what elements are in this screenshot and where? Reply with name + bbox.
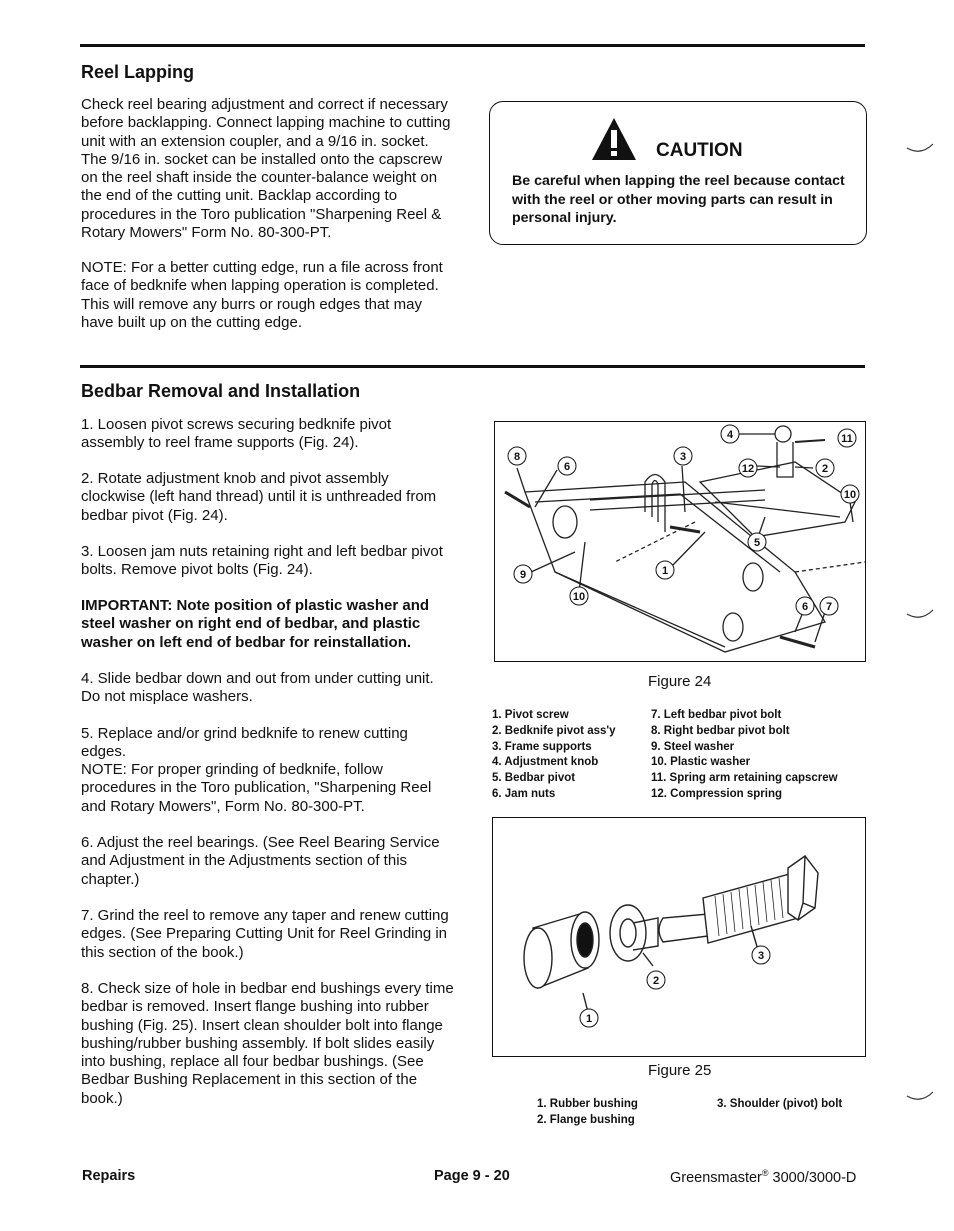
legend-item: 9. Steel washer <box>651 740 735 753</box>
legend-item: 11. Spring arm retaining capscrew <box>651 772 838 785</box>
bedbar-assembly-drawing <box>495 422 865 661</box>
callout-8 <box>508 447 526 465</box>
callout-2 <box>816 459 834 477</box>
callout-9 <box>514 565 532 583</box>
footer-product <box>670 1168 856 1186</box>
reel-lapping-paragraph: Check reel bearing adjustment and correct if necessary before backlapping. Connect lapping machine to cutting unit with an extension coupler, and a 9/16 in. socket. The 9/16 in. socket can be installed onto the capscrew on the reel shaft inside the counter-balance weight on the end of the cutting unit. Backlap according to procedures in the Toro publication "Sharpening Reel & Rotary Mowers" Form No. 80-300-PT. <box>81 96 451 242</box>
legend-item: 10. Plastic washer <box>651 756 751 769</box>
bedbar-step: 5. Replace and/or grind bedknife to renew cutting edges. <box>81 725 408 761</box>
caution-text: Be careful when lapping the reel because contact with the reel or other moving parts can result in personal injury. <box>512 173 845 226</box>
caution-title: CAUTION <box>656 140 743 161</box>
callout-1 <box>580 1009 598 1027</box>
callout-3 <box>752 946 770 964</box>
figure-25-legend-right <box>717 1097 842 1113</box>
legend-item: 1. Pivot screw <box>492 709 569 721</box>
figure-25-caption: Figure 25 <box>648 1062 712 1079</box>
warning-triangle-icon <box>590 116 638 162</box>
legend-item: 12. Compression spring <box>651 787 783 800</box>
bedbar-step: 7. Grind the reel to remove any taper and renew cutting edges. (See Preparing Cutting Unit for Reel Grinding in this section of the book.) <box>81 907 449 961</box>
svg-text:12: 12 <box>741 463 755 475</box>
callout-10a <box>841 485 859 503</box>
callout-10b <box>570 587 588 605</box>
bedbar-step: 1. Loosen pivot screws securing bedknife pivot assembly to reel frame supports (Fig. 24). <box>81 416 392 452</box>
page-number: Page 9 - 20 <box>434 1168 510 1184</box>
bedbar-step: 3. Loosen jam nuts retaining right and left bedbar pivot bolts. Remove pivot bolts (Fig. 24). <box>81 543 443 579</box>
legend-item: 7. Left bedbar pivot bolt <box>651 709 782 721</box>
callout-5 <box>748 533 766 551</box>
svg-text:2: 2 <box>821 463 829 475</box>
figure-24-illustration <box>494 421 866 662</box>
svg-text:10: 10 <box>843 489 857 501</box>
svg-text:1: 1 <box>661 565 669 577</box>
figure-25-illustration <box>492 817 866 1057</box>
top-rule <box>80 44 865 47</box>
margin-mark <box>905 1088 935 1108</box>
legend-item: 8. Right bedbar pivot bolt <box>651 724 790 737</box>
legend-item: 1. Rubber bushing <box>537 1098 638 1110</box>
callout-1 <box>656 561 674 579</box>
margin-mark <box>905 140 935 160</box>
callout-6a <box>558 457 576 475</box>
svg-text:4: 4 <box>726 429 734 441</box>
footer-model: 3000/3000-D <box>768 1169 857 1186</box>
legend-item: 3. Frame supports <box>492 740 592 753</box>
figure-24-legend-left <box>492 708 616 803</box>
bedbar-heading: Bedbar Removal and Installation <box>81 381 361 401</box>
svg-text:7: 7 <box>825 601 833 613</box>
callout-7 <box>820 597 838 615</box>
svg-text:6: 6 <box>801 601 809 613</box>
caution-box <box>489 101 867 245</box>
callout-4 <box>721 425 739 443</box>
footer-section: Repairs <box>82 1168 136 1184</box>
svg-text:3: 3 <box>679 451 687 463</box>
bedbar-step: 8. Check size of hole in bedbar end bushings every time bedbar is removed. Insert flange bushing into rubber bushing (Fig. 25). Insert clean shoulder bolt into flange bushing/rubber bushing assembly. If bolt slides easily into bushing, replace all four bedbar bushings. (See Bedbar Bushing Replacement in this section of the book.) <box>81 980 454 1107</box>
svg-text:9: 9 <box>519 569 527 581</box>
figure-24-caption: Figure 24 <box>648 673 712 690</box>
bedbar-step: 2. Rotate adjustment knob and pivot assembly clockwise (left hand thread) until it is unthreaded from bedbar pivot (Fig. 24). <box>81 470 437 524</box>
reel-lapping-note: NOTE: For a better cutting edge, run a file across front face of bedknife when lapping operation is completed. This will remove any burrs or rough edges that may have built up on the cutting edge. <box>81 259 443 331</box>
legend-item: 4. Adjustment knob <box>492 756 599 769</box>
figure-24-legend-right <box>651 708 838 803</box>
svg-text:11: 11 <box>841 433 853 445</box>
svg-text:2: 2 <box>652 975 660 987</box>
legend-item: 2. Flange bushing <box>537 1113 635 1126</box>
svg-text:6: 6 <box>563 461 571 473</box>
callout-11 <box>838 429 856 447</box>
svg-text:3: 3 <box>757 950 765 962</box>
legend-item: 2. Bedknife pivot ass'y <box>492 724 616 737</box>
footer-brand: Greensmaster <box>670 1169 762 1186</box>
margin-mark <box>905 606 935 626</box>
grinding-note: NOTE: For proper grinding of bedknife, follow procedures in the Toro publication, "Sharpening Reel and Rotary Mowers", Form No. 80-300-PT. <box>81 761 432 815</box>
bushing-parts-drawing <box>493 818 865 1056</box>
svg-text:8: 8 <box>513 451 521 463</box>
figure-25-legend-left <box>537 1097 638 1129</box>
bedbar-step: 4. Slide bedbar down and out from under cutting unit. Do not misplace washers. <box>81 670 434 706</box>
svg-text:10: 10 <box>572 591 586 603</box>
reel-lapping-heading: Reel Lapping <box>81 62 195 82</box>
callout-2 <box>647 971 665 989</box>
callout-3 <box>674 447 692 465</box>
callout-6b <box>796 597 814 615</box>
legend-item: 3. Shoulder (pivot) bolt <box>717 1098 843 1110</box>
bedbar-step: 6. Adjust the reel bearings. (See Reel Bearing Service and Adjustment in the Adjustments section of this chapter.) <box>81 834 440 888</box>
callout-12 <box>739 459 757 477</box>
svg-text:5: 5 <box>753 537 761 549</box>
important-note: IMPORTANT: Note position of plastic washer and steel washer on right end of bedbar, and plastic washer on left end of bedbar for reinstallation. <box>81 597 430 651</box>
legend-item: 5. Bedbar pivot <box>492 772 576 785</box>
registered-mark: ® <box>761 1168 769 1178</box>
legend-item: 6. Jam nuts <box>492 787 556 800</box>
svg-text:1: 1 <box>585 1013 593 1025</box>
section-rule <box>80 365 865 368</box>
